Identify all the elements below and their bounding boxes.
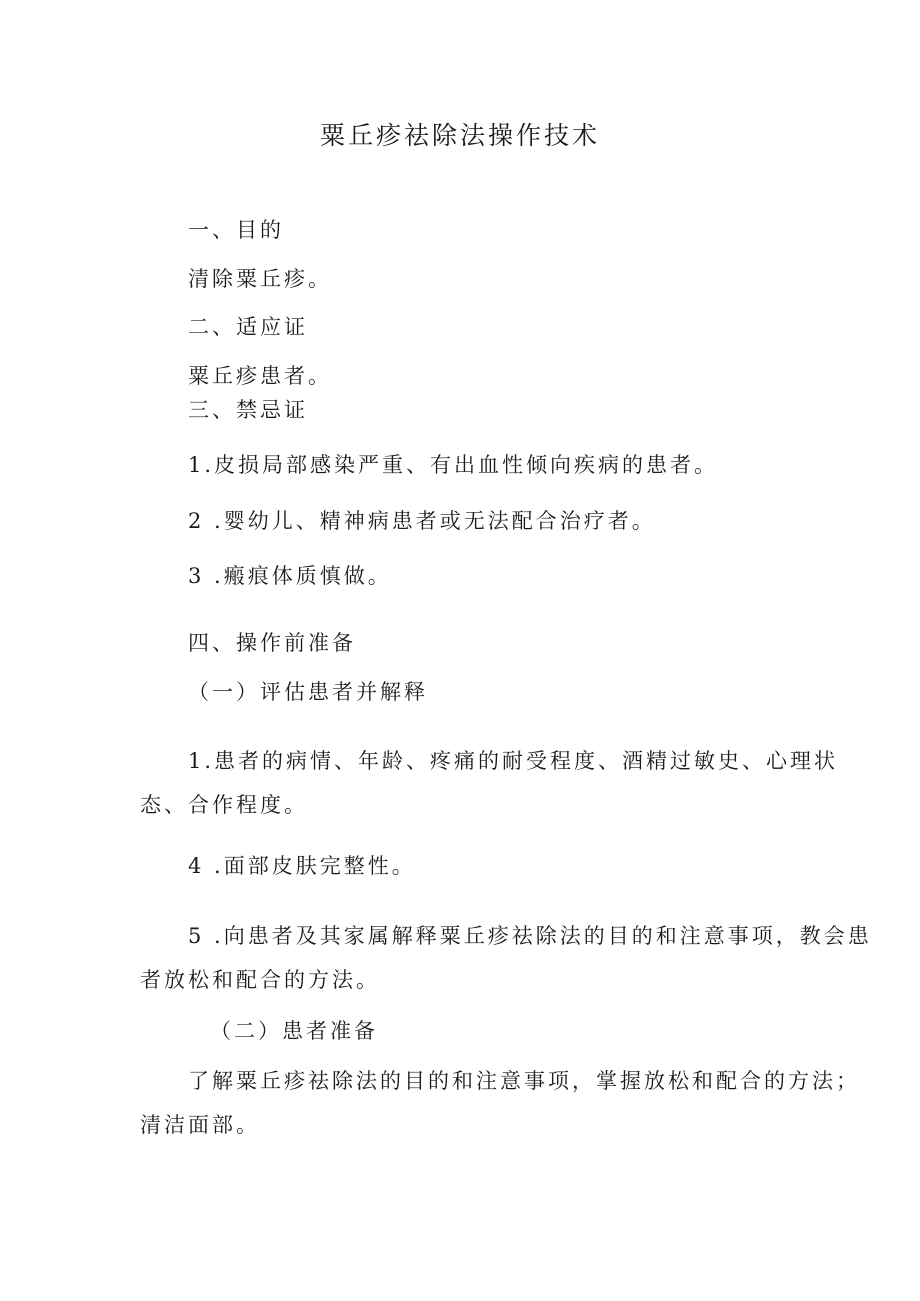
assessment-item-1-line-2: 态、合作程度。: [140, 793, 308, 817]
page-title: 粟丘疹祛除法操作技术: [319, 121, 600, 150]
subheading-assessment: （一）评估患者并解释: [188, 680, 428, 704]
contraindication-item-3: 3 .瘢痕体质慎做。: [188, 564, 392, 588]
patient-prep-line-1: 了解粟丘疹祛除法的目的和注意事项，掌握放松和配合的方法；: [188, 1069, 860, 1093]
subheading-patient-prep: （二）患者准备: [210, 1019, 378, 1043]
contraindication-item-2: 2 .婴幼儿、精神病患者或无法配合治疗者。: [188, 509, 656, 533]
heading-purpose: 一、目的: [188, 218, 284, 242]
assessment-item-5: [140, 914, 872, 1002]
assessment-item-5-line-1: 5 .向患者及其家属解释粟丘疹祛除法的目的和注意事项，教会患: [188, 924, 872, 948]
heading-contraindication: 三、禁忌证: [188, 398, 308, 422]
assessment-item-1-line-1: 1.患者的病情、年龄、疼痛的耐受程度、酒精过敏史、心理状: [188, 749, 839, 773]
heading-preparation: 四、操作前准备: [188, 631, 356, 655]
text-indication: 粟丘疹患者。: [188, 364, 332, 388]
patient-prep-text: [140, 1059, 860, 1147]
assessment-item-4: 4 .面部皮肤完整性。: [188, 854, 416, 878]
text-purpose: 清除粟丘疹。: [188, 267, 332, 291]
assessment-item-1: [140, 739, 838, 827]
contraindication-item-1: 1.皮损局部感染严重、有出血性倾向疾病的患者。: [188, 453, 719, 477]
assessment-item-5-line-2: 者放松和配合的方法。: [140, 968, 380, 992]
patient-prep-line-2: 清洁面部。: [140, 1113, 260, 1137]
heading-indication: 二、适应证: [188, 315, 308, 339]
